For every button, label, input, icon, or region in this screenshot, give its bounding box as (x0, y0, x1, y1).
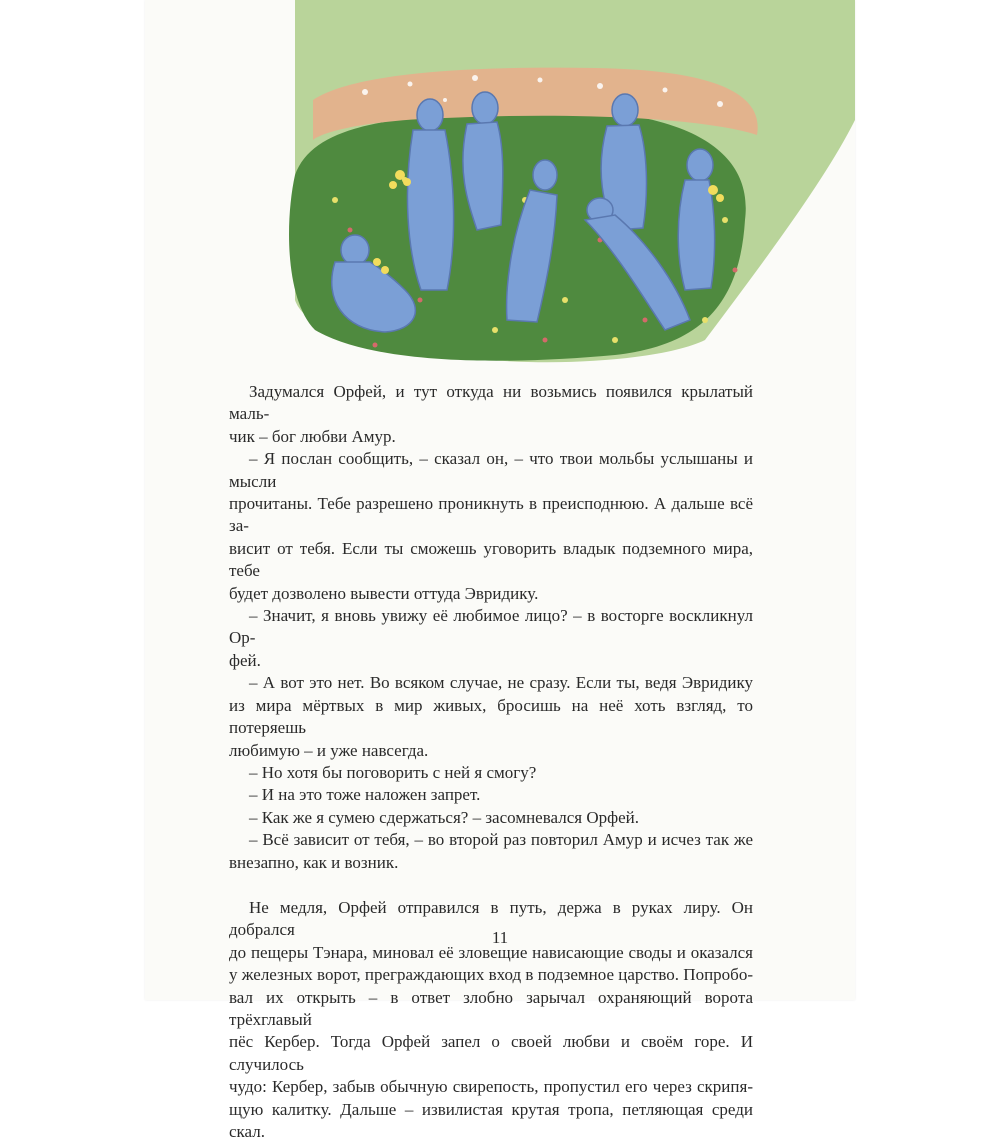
text-line: фей. (229, 650, 261, 670)
text-line: – Значит, я вновь увижу её любимое лицо? – в восторге воскликнул Ор- (229, 606, 753, 648)
page-number: 11 (491, 928, 509, 947)
dialogue-paragraph-group (229, 381, 753, 874)
text-line: прочитаны. Тебе разрешено проникнуть в преисподнюю. А дальше всё за- (229, 494, 753, 536)
book-page (145, 0, 855, 1141)
paragraph-gap (229, 874, 753, 897)
text-line: – А вот это нет. Во всяком случае, не сразу. Если ты, ведя Эвридику (249, 673, 753, 693)
nymphs-in-meadow-illustration (145, 0, 855, 370)
text-line: – Всё зависит от тебя, – во второй раз повторил Амур и исчез так же (249, 830, 753, 850)
text-line: у железных ворот, преграждающих вход в подземное царство. Попробо- (229, 965, 753, 985)
text-line: пёс Кербер. Тогда Орфей запел о своей любви и своём горе. И случилось (229, 1032, 753, 1074)
text-line: любимую – и уже навсегда. (229, 740, 429, 760)
text-line: Не медля, Орфей отправился в путь, держа в руках лиру. Он добрался (229, 897, 753, 940)
story-text (229, 381, 753, 1143)
text-line: – И на это тоже наложен запрет. (249, 785, 481, 805)
text-line: из мира мёртвых в мир живых, бросишь на неё хоть взгляд, то потеряешь (229, 695, 753, 738)
text-line: будет дозволено вывести оттуда Эвридику. (229, 583, 539, 603)
text-line: вал их открыть – в ответ злобно зарычал охраняющий ворота трёхглавый (229, 987, 753, 1029)
text-line: щую калитку. Дальше – извилистая крутая тропа, петляющая среди скал. (229, 1099, 753, 1141)
text-line: внезапно, как и возник. (229, 852, 399, 872)
text-line: до пещеры Тэнара, миновал её зловещие нависающие своды и оказался (229, 942, 753, 962)
text-line: висит от тебя. Если ты сможешь уговорить владык подземного мира, тебе (229, 538, 753, 581)
text-line: чудо: Кербер, забыв обычную свирепость, пропустил его через скрипя- (229, 1077, 753, 1097)
text-line: – Я послан сообщить, – сказал он, – что твои мольбы услышаны и мысли (229, 449, 753, 491)
text-line: – Как же я сумею сдержаться? – засомневался Орфей. (249, 807, 640, 827)
text-line: – Но хотя бы поговорить с ней я смогу? (249, 762, 537, 782)
text-line: Задумался Орфей, и тут откуда ни возьмись появился крылатый маль- (229, 382, 753, 424)
text-line: чик – бог любви Амур. (229, 426, 396, 446)
